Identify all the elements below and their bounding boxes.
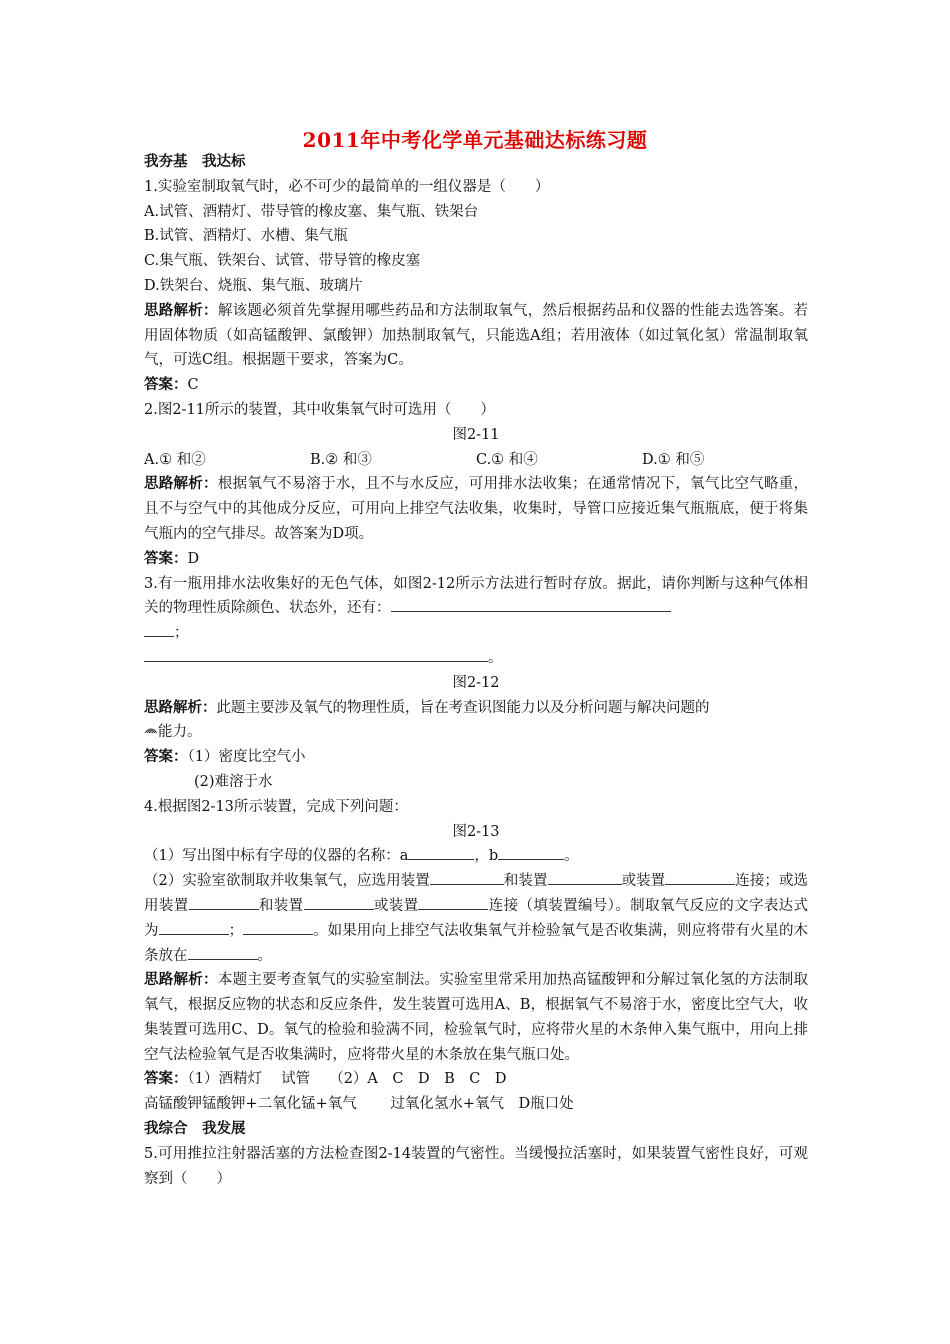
question-stem: 4.根据图2-13所示装置，完成下列问题： [144,798,408,815]
answer-blank[interactable] [189,895,259,910]
answer-line [144,373,808,398]
analysis-label: 思路解析： [144,475,218,493]
question-text: 和装置 [258,897,304,914]
answer-blank[interactable] [408,845,474,860]
answer-text: C [187,377,199,394]
question-text: 或装置 [373,897,419,914]
analysis-text: 根据氧气不易溶于水，且不与水反应，可用排水法收集；在通常情况下，氧气比空气略重，且不与空气中的其他成分反应，可用向上排空气法收集，收集时，导管口应接近集气瓶瓶底，便于将集气瓶内的空气排尽。故答案为D项。 [144,476,809,542]
analysis-paragraph [144,299,808,373]
figure-caption: 图2-11 [452,426,500,443]
question-stem: 2.图2-11所示的装置，其中收集氧气时可选用（ ） [144,401,495,418]
question-text: 连接（填装置编号）。制取氧气反应的文字表达式为 [144,897,809,939]
page-title: 2011年中考化学单元基础达标练习题 [302,128,648,152]
answer-line [144,547,808,572]
option: D.铁架台、烧瓶、集气瓶、玻璃片 [144,277,363,294]
answer-line: 高锰酸钾锰酸钾+二氧化锰+氧气 过氧化氢水+氧气 D瓶口处 [144,1096,574,1113]
answer-text: （1）酒精灯 试管 （2）A C D B C D [187,1071,507,1088]
analysis-paragraph [144,696,808,721]
answer-blank[interactable] [188,945,258,960]
option: A.试管、酒精灯、带导管的橡皮塞、集气瓶、铁架台 [144,203,479,220]
answer-line [144,745,808,770]
figure-caption: 图2-12 [452,674,500,691]
answer-line [144,1067,808,1092]
analysis-paragraph [144,968,808,1067]
answer-blank[interactable] [144,622,174,637]
fan-icon [144,721,158,735]
options-row [144,448,808,473]
option: C.① 和④ [476,451,538,468]
question-stem [144,572,808,622]
answer-blank[interactable] [144,647,488,662]
question-text: 和装置 [503,873,548,890]
punctuation: 。 [564,848,579,865]
answer-line: (2)难溶于水 [194,773,273,790]
figure-caption: 图2-13 [452,823,500,840]
sub-question [144,844,808,869]
answer-blank[interactable] [159,920,229,935]
punctuation: ； [174,625,189,642]
answer-label: 答案： [144,748,188,766]
question-text: （1）写出图中标有字母的仪器的名称：a [144,848,409,865]
answer-blank[interactable] [548,870,622,885]
option: B.② 和③ [310,451,372,468]
answer-blank-line [144,646,808,671]
document-body [144,150,808,1191]
answer-text: D [187,550,200,567]
punctuation: ； [228,922,244,939]
analysis-continuation [144,720,808,745]
question-text: 连接；或选用装置 [144,873,809,914]
question-text: 3.有一瓶用排水法收集好的无色气体，如图2-12所示方法进行暂时存放。据此，请你判断与这种气体相关的物理性质除颜色、状态外，还有： [144,575,808,617]
option: C.集气瓶、铁架台、试管、带导管的橡皮塞 [144,253,421,270]
analysis-paragraph [144,472,808,546]
answer-blank[interactable] [498,845,564,860]
question-stem: 1.实验室制取氧气时，必不可少的最简单的一组仪器是（ ） [144,178,550,195]
section-heading: 我夯基 我达标 [144,153,246,170]
answer-blank-line [144,621,808,646]
question-text: 。如果用向上排空气法收集氧气并检验氧气是否收集满，则应将带有火星的木条放在 [144,922,809,964]
option: B.试管、酒精灯、水槽、集气瓶 [144,228,348,245]
answer-blank[interactable] [418,895,488,910]
analysis-text: 能力。 [158,724,202,741]
analysis-text: 本题主要考查氧气的实验室制法。实验室里常采用加热高锰酸钾和分解过氧化氢的方法制取氧气，根据反应物的状态和反应条件，发生装置可选用A、B，根据氧气不易溶于水，密度比空气大，收集装置可选用C、D。氧气的检验和验满不同，检验氧气时，应将带火星的木条伸入集气瓶中，用向上排空气法检验氧气是否收集满时，应将带火星的木条放在集气瓶口处。 [144,972,809,1063]
analysis-text: 此题主要涉及氧气的物理性质，旨在考查识图能力以及分析问题与解决问题的 [216,699,710,716]
sub-question [144,869,808,968]
answer-blank[interactable] [304,895,374,910]
answer-blank[interactable] [665,870,735,885]
analysis-text: 解该题必须首先掌握用哪些药品和方法制取氧气，然后根据药品和仪器的性能去选答案。若用固体物质（如高锰酸钾、氯酸钾）加热制取氧气，只能选A组；若用液体（如过氧化氢）常温制取氧气，可选C组。根据题干要求，答案为C。 [144,302,809,369]
answer-blank[interactable] [430,870,504,885]
answer-label: 答案： [144,1070,188,1088]
question-text: （2）实验室欲制取并收集氧气，应选用装置 [144,873,430,890]
answer-blank[interactable] [391,597,671,612]
question-text: 或装置 [621,873,666,890]
answer-text: （1）密度比空气小 [187,749,306,766]
question-text: ，b [474,848,499,865]
answer-blank[interactable] [243,920,313,935]
option: D.① 和⑤ [642,451,705,468]
analysis-label: 思路解析： [144,301,218,319]
option: A.① 和② [144,451,206,468]
answer-label: 答案： [144,376,188,394]
section-heading: 我综合 我发展 [144,1120,246,1138]
analysis-label: 思路解析： [144,698,217,716]
punctuation: 。 [257,947,272,964]
punctuation: 。 [488,649,503,666]
answer-label: 答案： [144,549,188,567]
question-stem: 5.可用推拉注射器活塞的方法检查图2-14装置的气密性。当缓慢拉活塞时，如果装置气密性良好，可观察到（ ） [144,1145,808,1187]
analysis-label: 思路解析： [144,971,218,989]
